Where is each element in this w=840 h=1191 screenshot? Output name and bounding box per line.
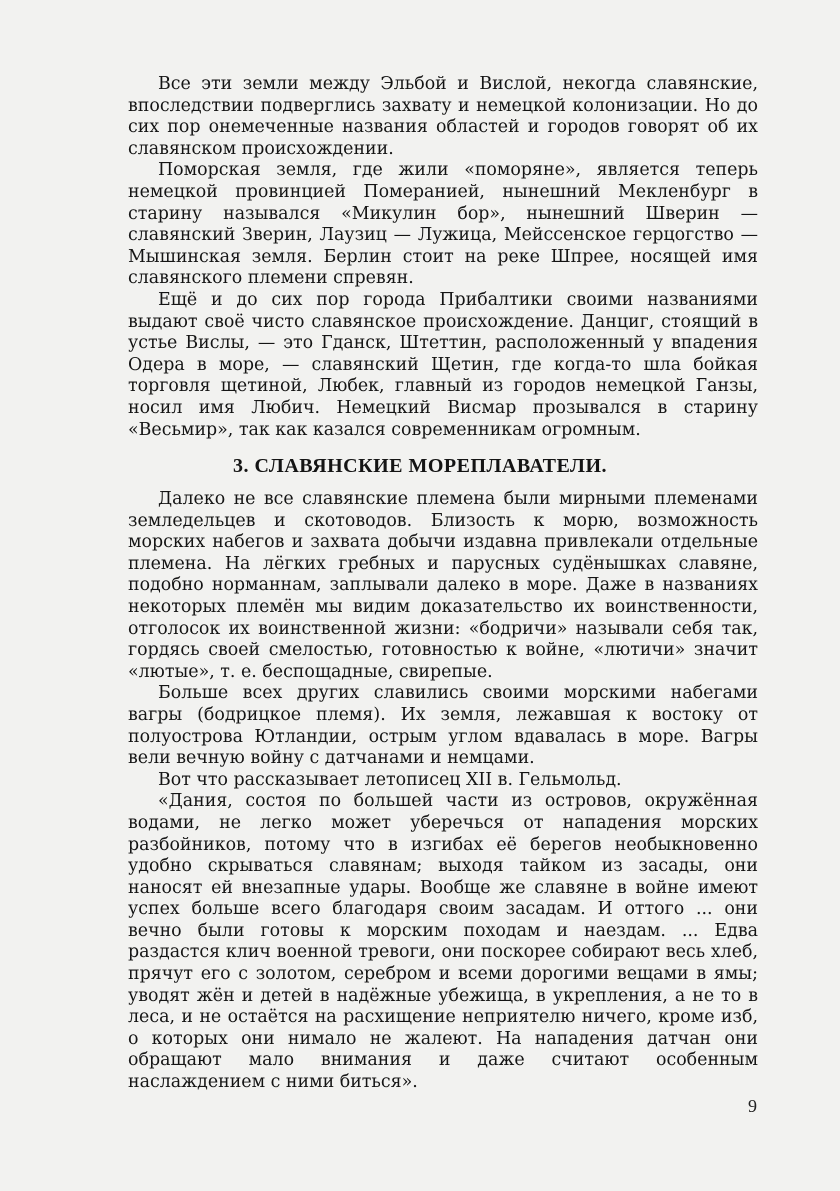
paragraph: Ещё и до сих пор города Прибалтики своими названиями выдают своё чисто славянское происхождение. Данциг, стоящий в устье Вислы, — это Гданск, Штеттин, расположенный у впадения Одера в море, — славянский Щетин, где когда-то шла бойкая торговля щетиной, Любек, главный из городов немецкой Ганзы, носил имя Любич. Немецкий Висмар прозывался в старину «Весьмир», так как казался современникам огромным. xyxy=(128,289,758,440)
paragraph: Далеко не все славянские племена были мирными племенами земледельцев и скотоводов. Близость к морю, возможность морских набегов и захвата добычи издавна привлекали отдельные племена. На лёгких гребных и парусных судёнышках славяне, подобно норманнам, заплывали далеко в море. Даже в названиях некоторых племён мы видим доказательство их воинственности, отголосок их воинственной жизни: «бодричи» называли себя так, гордясь своей смелостью, готовностью к войне, «лютичи» значит «лютые», т. е. беспощадные, свирепые. xyxy=(128,489,758,682)
paragraph: «Дания, состоя по большей части из островов, окружённая водами, не легко может уберечься от нападения морских разбойников, потому что в изгибах её берегов необыкновенно удобно скрываться славянам; выходя тайком из засады, они наносят ей внезапные удары. Вообще же славяне в войне имеют успех больше всего благодаря своим засадам. И оттого ... они вечно были готовы к морским походам и наездам. ... Едва раздастся клич военной тревоги, они поскорее собирают весь хлеб, прячут его с золотом, серебром и всеми дорогими вещами в ямы; уводят жён и детей в надёжные убежища, в укрепления, а не то в леса, и не остаётся на расхищение неприятелю ничего, кроме изб, о которых они нимало не жалеют. На нападения датчан они обращают мало внимания и даже считают особенным наслаждением с ними биться». xyxy=(128,791,758,1093)
paragraph: Поморская земля, где жили «поморяне», является теперь немецкой провинцией Померанией, нынешний Мекленбург в старину назывался «Микулин бор», нынешний Шверин — славянский Зверин, Лаузиц — Лужица, Мейссенское герцогство — Мышинская земля. Берлин стоит на реке Шпрее, носящей имя славянского племени спревян. xyxy=(128,160,758,289)
paragraph: Больше всех других славились своими морскими набегами вагры (бодрицкое племя). Их земля, лежавшая к востоку от полуострова Ютландии, острым углом вдавалась в море. Вагры вели вечную войну с датчанами и немцами. xyxy=(128,683,758,769)
section-2-text xyxy=(128,489,758,1094)
page-number: 9 xyxy=(748,1096,757,1116)
section-heading: 3. СЛАВЯНСКИЕ МОРЕПЛАВАТЕЛИ. xyxy=(232,455,607,477)
section-1-text xyxy=(128,74,758,441)
paragraph: Вот что рассказывает летописец XII в. Гельмольд. xyxy=(158,769,622,790)
paragraph: Все эти земли между Эльбой и Вислой, некогда славянские, впоследствии подверглись захвату и немецкой колонизации. Но до сих пор онемеченные названия областей и городов говорят об их славянском происхождении. xyxy=(128,74,758,159)
